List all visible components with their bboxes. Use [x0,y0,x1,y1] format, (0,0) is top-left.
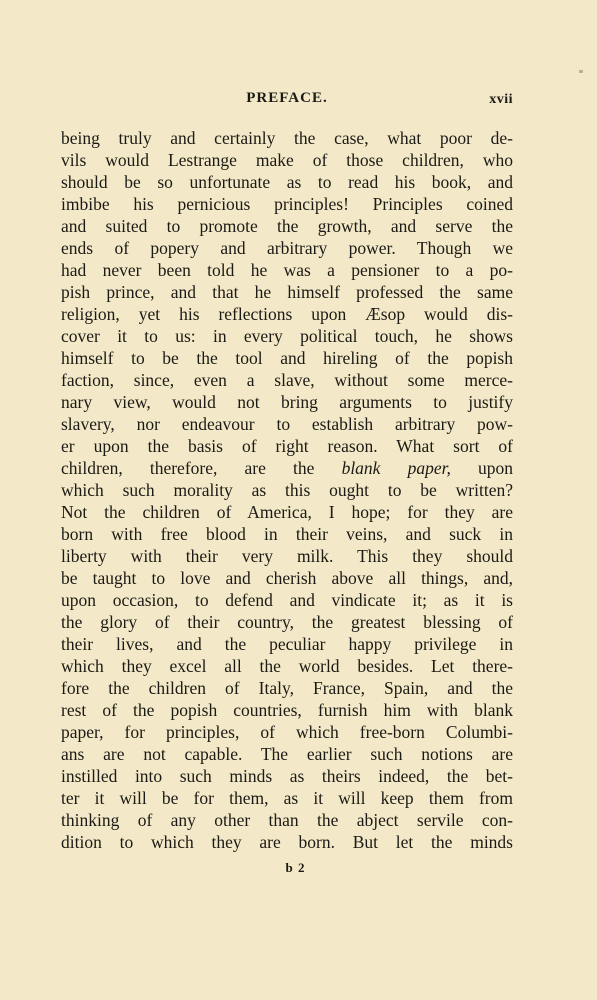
text-line-26: fore the children of Italy, France, Spain, and the [61,678,513,698]
running-head [61,90,513,114]
text-line-15: er upon the basis of right reason. What sort of [61,436,513,456]
text-line-4: imbibe his pernicious principles! Principles coined [61,194,513,214]
text-line-14: slavery, nor endeavour to establish arbitrary pow- [61,414,513,434]
text-line-23: the glory of their country, the greatest blessing of [61,612,513,632]
text-line-7: had never been told he was a pensioner to a po- [61,260,513,280]
text-line-24: their lives, and the peculiar happy privilege in [61,634,513,654]
text-line-22: upon occasion, to defend and vindicate it; as it is [61,590,513,610]
page-number: xvii [489,92,513,107]
text-line-28: paper, for principles, of which free-born Columbi- [61,722,513,742]
signature-text: b 2 [285,860,306,875]
text-line-18: Not the children of America, I hope; for they are [61,502,513,522]
text-line-6: ends of popery and arbitrary power. Though we [61,238,513,258]
text-line-27: rest of the popish countries, furnish him with blank [61,700,513,720]
text-line-1: being truly and certainly the case, what poor de- [61,128,513,148]
text-line-16 [61,457,513,479]
text-line-19: born with free blood in their veins, and suck in [61,524,513,544]
page-blemish [579,70,583,73]
italic-phrase: blank paper, [341,458,451,478]
text-line-13: nary view, would not bring arguments to justify [61,392,513,412]
signature-mark [0,860,597,876]
text-line-10: cover it to us: in every political touch, he shows [61,326,513,346]
text-line-16-end: upon [450,458,514,478]
text-line-8: pish prince, and that he himself professed the same [61,282,513,302]
text-line-20: liberty with their very milk. This they should [61,546,513,566]
text-line-3: should be so unfortunate as to read his book, and [61,172,513,192]
text-line-2: vils would Lestrange make of those children, who [61,150,513,170]
text-line-16-start: children, therefore, are the [61,458,342,478]
text-line-25: which they excel all the world besides. Let there- [61,656,513,676]
text-line-21: be taught to love and cherish above all things, and, [61,568,513,588]
page-title: PREFACE. [246,90,328,106]
text-line-32: thinking of any other than the abject servile con- [61,810,513,830]
text-line-30: instilled into such minds as theirs indeed, the bet- [61,766,513,786]
text-line-5: and suited to promote the growth, and serve the [61,216,513,236]
text-line-31: ter it will be for them, as it will keep them from [61,788,513,808]
text-line-11: himself to be the tool and hireling of the popish [61,348,513,368]
body-text [61,127,513,853]
text-line-29: ans are not capable. The earlier such notions are [61,744,513,764]
text-line-9: religion, yet his reflections upon Æsop would dis- [61,304,513,324]
text-line-33: dition to which they are born. But let the minds [61,832,513,852]
text-line-12: faction, since, even a slave, without some merce- [61,370,513,390]
text-line-17: which such morality as this ought to be written? [61,480,513,500]
